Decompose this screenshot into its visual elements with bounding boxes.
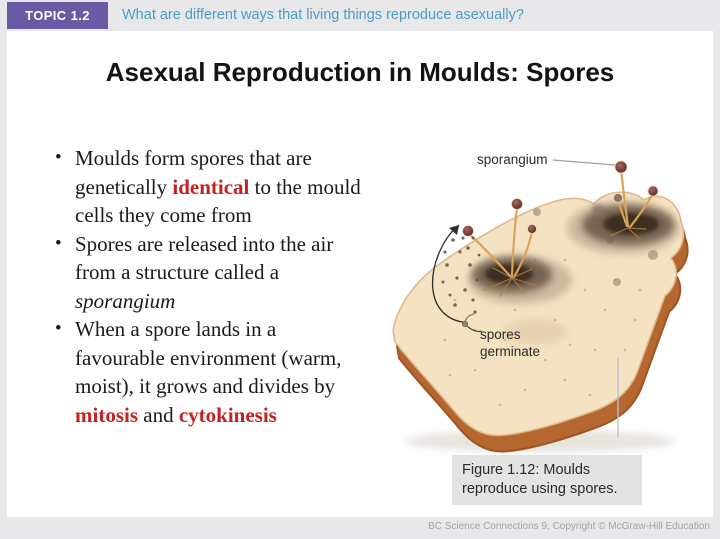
bullet-sub2-text-2: and	[138, 402, 179, 427]
topic-question: What are different ways that living things reproduce asexually?	[122, 6, 524, 23]
highlight-identical: identical	[172, 174, 250, 199]
bullet-main-text: Moulds form spores that are genetically	[75, 146, 312, 199]
slide-title: Asexual Reproduction in Moulds: Spores	[105, 57, 615, 87]
figure-caption: Figure 1.12: Moulds reproduce using spores.	[452, 455, 642, 505]
bullet-list	[55, 144, 385, 429]
highlight-mitosis: mitosis	[75, 402, 138, 427]
bullet-sub-1	[55, 230, 350, 316]
copyright-text: BC Science Connections 9, Copyright © McGraw-Hill Education	[428, 521, 710, 532]
topic-header-bar	[0, 0, 720, 31]
highlight-cytokinesis: cytokinesis	[178, 402, 277, 427]
italic-sporangium: sporangium	[75, 288, 176, 313]
sporangium-leader-line	[553, 160, 615, 165]
label-spores-germinate: spores germinate	[480, 327, 541, 359]
bullet-sub-2	[55, 315, 350, 429]
label-sporangium: sporangium	[477, 152, 548, 167]
bullet-main-text-2: to the mould cells they come from	[75, 174, 361, 227]
topic-badge: TOPIC 1.2	[7, 2, 108, 29]
bullet-main	[55, 144, 395, 230]
mould-patch-right	[567, 202, 679, 254]
bullet-sub2-text: When a spore lands in a favourable environment (warm, moist), it grows and divides by	[75, 317, 342, 398]
mouldy-bread-illustration	[385, 140, 705, 460]
bullet-sub1-text: Spores are released into the air from a structure called a	[75, 231, 334, 284]
